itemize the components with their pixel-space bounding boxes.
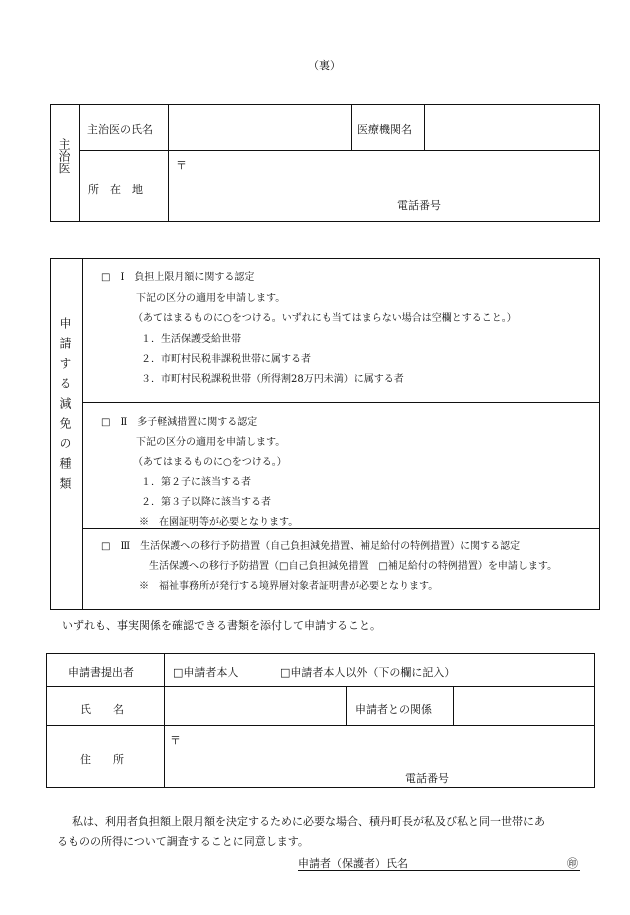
submitter-row-divider-2 (46, 725, 595, 726)
doctor-row-divider (79, 150, 600, 151)
reduction-side-label: 申請する減免の種類 (58, 317, 72, 497)
reduction-side-divider (82, 258, 83, 610)
submitter-other-checkbox[interactable]: □申請者本人以外（下の欄に記入） (280, 666, 456, 679)
section-3-note: ※ 福祉事務所が発行する境界層対象者証明書が必要となります。 (139, 581, 439, 592)
section-2-note: ※ 在園証明等が必要となります。 (139, 517, 299, 528)
section-1-line2: （あてはまるものに○をつける。いずれにも当てはまらない場合は空欄とすること。） (133, 313, 517, 324)
section-1-item-3: ３．市町村民税課税世帯（所得割28万円未満）に属する者 (141, 374, 404, 385)
section-1-title: □ Ⅰ 負担上限月額に関する認定 (101, 272, 255, 283)
page-title: （裏） (308, 59, 341, 72)
doctor-side-label: 主治医 (57, 138, 71, 174)
seal-mark: ㊞ (567, 857, 578, 870)
submitter-label: 申請書提出者 (68, 666, 134, 679)
doctor-postal-mark: 〒 (176, 159, 187, 172)
submitter-postal-mark: 〒 (170, 734, 181, 747)
attach-note: いずれも、事実関係を確認できる書類を添付して申請すること。 (62, 619, 381, 632)
section-1-item-2: ２．市町村民税非課税世帯に属する者 (141, 354, 311, 365)
section-1-line1: 下記の区分の適用を申請します。 (136, 293, 286, 304)
section-2-item-2: ２．第３子以降に該当する者 (141, 497, 271, 508)
section-2-line2: （あてはまるものに○をつける。） (133, 457, 287, 468)
submitter-relation-divider-left (346, 686, 347, 725)
doctor-label-divider (168, 104, 169, 222)
section-2-title: □ Ⅱ 多子軽減措置に関する認定 (101, 417, 258, 428)
doctor-name-label: 主治医の氏名 (87, 123, 153, 136)
submitter-phone-label: 電話番号 (405, 772, 449, 785)
submitter-relation-divider-right (453, 686, 454, 725)
section-2-line1: 下記の区分の適用を申請します。 (136, 437, 286, 448)
doctor-side-divider (79, 104, 80, 222)
reduction-divider-2 (82, 528, 600, 529)
reduction-divider-1 (82, 402, 600, 403)
doctor-inst-divider-left (351, 104, 352, 150)
submitter-self-checkbox[interactable]: □申請者本人 (173, 666, 239, 679)
doctor-inst-divider-right (424, 104, 425, 150)
submitter-row-divider-1 (46, 686, 595, 687)
section-3-line1: 生活保護への移行予防措置（□自己負担減免措置 □補足給付の特例措置）を申請します。 (149, 561, 558, 572)
doctor-phone-label: 電話番号 (397, 199, 441, 212)
section-2-item-1: １．第２子に該当する者 (141, 477, 251, 488)
submitter-address-label: 住 所 (80, 753, 124, 766)
consent-line-1: 私は、利用者負担額上限月額を決定するために必要な場合、積丹町長が私及び私と同一世帯にあ (72, 815, 545, 828)
consent-line-2: るものの所得について調査することに同意します。 (57, 835, 309, 848)
institution-label: 医療機関名 (357, 123, 412, 136)
section-3-title: □ Ⅲ 生活保護への移行予防措置（自己負担減免措置、補足給付の特例措置）に関する認定 (101, 541, 521, 552)
signature-line[interactable] (298, 855, 580, 871)
signature-label: 申請者（保護者）氏名 (298, 857, 408, 870)
relation-label: 申請者との関係 (355, 703, 432, 716)
submitter-label-divider (164, 653, 165, 788)
doctor-address-label: 所 在 地 (88, 183, 143, 196)
section-1-item-1: １．生活保護受給世帯 (141, 334, 241, 345)
submitter-name-label: 氏 名 (80, 703, 124, 716)
